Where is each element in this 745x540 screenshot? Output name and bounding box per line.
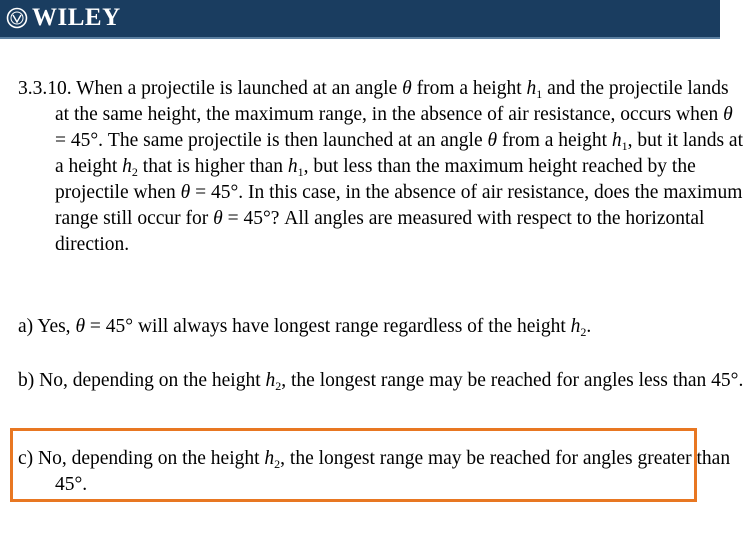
option-label: b) <box>18 370 35 391</box>
option-c[interactable]: c) No, depending on the height $h_2$, the longest range may be reached for angles greater than 45°. <box>18 448 731 495</box>
question-text: 3.3.10. When a projectile is launched at an angle θ from a height $h_1$ and the projectile lands at the same height, the maximum range, in the absence of air resistance, occurs when θ = 45°. The same projectile is then launched at an angle θ from a height $h_1$, but it lands at a height $h_2$ that is higher than $h_1$, but less than the maximum height reached by the projectile when θ = 45°. In this case, in the absence of air resistance, does the maximum range still occur for θ = 45°? All angles are measured with respect to the horizontal direction. <box>18 78 744 255</box>
brand-name: WILEY <box>32 4 121 31</box>
option-a[interactable]: a) Yes, θ = 45° will always have longest range regardless of the height $h_2$. <box>18 316 592 339</box>
option-label: c) <box>18 448 34 469</box>
theta-symbol: θ <box>402 78 412 99</box>
option-label: a) <box>18 316 34 337</box>
option-b[interactable]: b) No, depending on the height $h_2$, the longest range may be reached for angles less than 45°. <box>18 370 744 393</box>
correct-answer-highlight <box>10 428 697 502</box>
question-number: 3.3.10. <box>18 78 72 99</box>
